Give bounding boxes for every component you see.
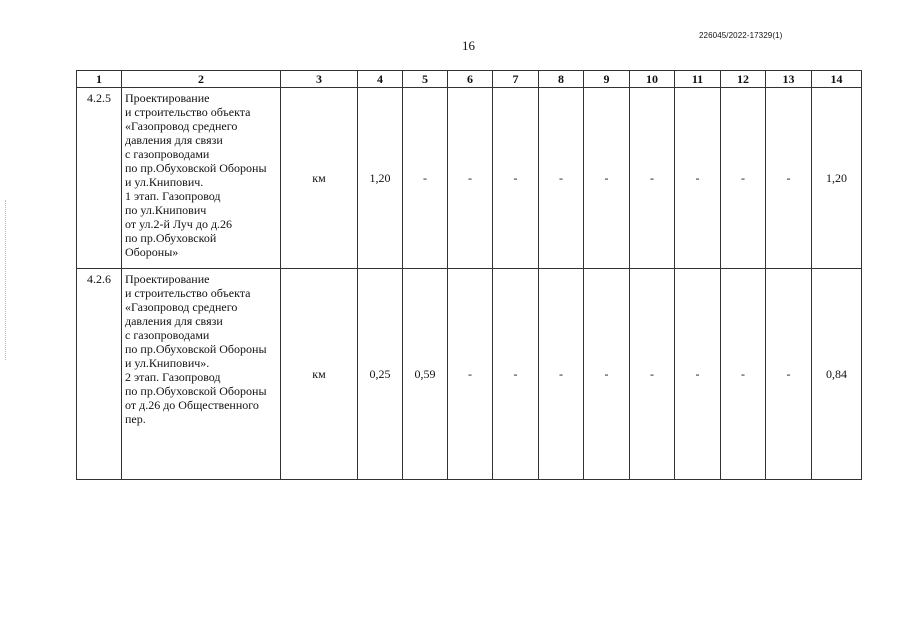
document-id: 226045/2022-17329(1): [699, 31, 783, 40]
column-header: 9: [584, 71, 630, 88]
column-header: 5: [403, 71, 448, 88]
column-header: 2: [122, 71, 281, 88]
row-value: -: [403, 88, 448, 269]
row-value: -: [539, 269, 584, 480]
row-value: -: [539, 88, 584, 269]
table-row: [77, 88, 862, 269]
row-value: 0,84: [812, 269, 862, 480]
column-header: 1: [77, 71, 122, 88]
row-unit: км: [281, 269, 358, 480]
row-number: 4.2.6: [77, 269, 122, 480]
column-header: 8: [539, 71, 584, 88]
row-value: -: [766, 269, 812, 480]
row-value: -: [721, 269, 766, 480]
row-value: -: [675, 269, 721, 480]
column-header: 6: [448, 71, 493, 88]
row-value: -: [721, 88, 766, 269]
table-row: [77, 269, 862, 480]
row-description: Проектирование и строительство объекта «Газопровод среднего давления для связи с газопроводами по пр.Обуховской Обороны и ул.Книпович». 2 этап. Газопровод по пр.Обуховской Обороны от д.26 до Общественного пер.: [122, 269, 281, 480]
data-table: [76, 70, 862, 480]
row-value: 0,59: [403, 269, 448, 480]
row-description: Проектирование и строительство объекта «Газопровод среднего давления для связи с газопроводами по пр.Обуховской Обороны и ул.Книпович. 1 этап. Газопровод по ул.Книпович от ул.2-й Луч до д.26 по пр.Обуховской Обороны»: [122, 88, 281, 269]
table-header-row: [77, 71, 862, 88]
row-value: -: [493, 269, 539, 480]
column-header: 10: [630, 71, 675, 88]
row-unit: км: [281, 88, 358, 269]
column-header: 14: [812, 71, 862, 88]
row-value: -: [493, 88, 539, 269]
row-value: 0,25: [358, 269, 403, 480]
row-number: 4.2.5: [77, 88, 122, 269]
column-header: 11: [675, 71, 721, 88]
row-value: -: [448, 88, 493, 269]
row-value: -: [584, 269, 630, 480]
row-value: -: [675, 88, 721, 269]
page-number: 16: [462, 38, 475, 53]
column-header: 3: [281, 71, 358, 88]
column-header: 12: [721, 71, 766, 88]
row-value: -: [584, 88, 630, 269]
row-value: 1,20: [358, 88, 403, 269]
scan-margin-mark: [5, 200, 7, 360]
row-value: -: [630, 269, 675, 480]
row-value: -: [766, 88, 812, 269]
row-value: -: [448, 269, 493, 480]
column-header: 7: [493, 71, 539, 88]
row-value: 1,20: [812, 88, 862, 269]
column-header: 4: [358, 71, 403, 88]
row-value: -: [630, 88, 675, 269]
column-header: 13: [766, 71, 812, 88]
